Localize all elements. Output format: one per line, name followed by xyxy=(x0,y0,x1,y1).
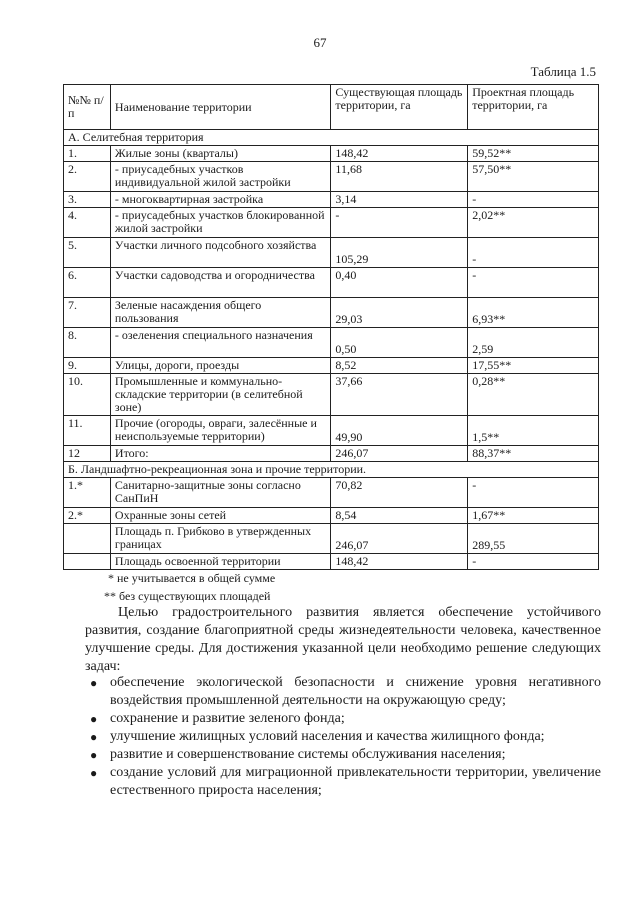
row-b-num-cell xyxy=(64,524,111,554)
bullet-icon: ● xyxy=(90,676,98,690)
row-a-project-cell: - xyxy=(468,268,599,298)
row-a-existing-cell: - xyxy=(331,208,468,238)
row-a-project-cell: 0,28** xyxy=(468,374,599,416)
row-a-num-cell: 2. xyxy=(64,162,111,192)
task-text: сохранение и развитие зеленого фонда; xyxy=(110,711,345,726)
row-b-num-cell: 1.* xyxy=(64,478,111,508)
row-b-num-cell xyxy=(64,554,111,570)
row-a-project-cell: 59,52** xyxy=(468,146,599,162)
row-a-existing-cell: 49,90 xyxy=(331,416,468,446)
row-b-existing-cell: 70,82 xyxy=(331,478,468,508)
row-b-project-cell: - xyxy=(468,554,599,570)
table-row xyxy=(64,554,599,570)
row-a-name-cell: Прочие (огороды, овраги, залесённые и неиспользуемые территории) xyxy=(110,416,331,446)
row-a-existing-cell: 246,07 xyxy=(331,446,468,462)
bullet-icon: ● xyxy=(90,712,98,726)
task-text: развитие и совершенствование системы обслуживания населения; xyxy=(110,747,506,762)
header-name: Наименование территории xyxy=(110,85,331,130)
territory-table xyxy=(63,84,599,570)
task-list xyxy=(85,674,601,800)
row-b-name-cell: Площадь освоенной территории xyxy=(110,554,331,570)
row-a-project-cell: - xyxy=(468,238,599,268)
bullet-icon: ● xyxy=(90,766,98,780)
table-row xyxy=(64,192,599,208)
row-a-num-cell: 5. xyxy=(64,238,111,268)
table-row xyxy=(64,328,599,358)
row-b-name-cell: Площадь п. Грибково в утвержденных границах xyxy=(110,524,331,554)
row-a-project-cell: 2,59 xyxy=(468,328,599,358)
row-a-num-cell: 4. xyxy=(64,208,111,238)
row-b-project-cell: 1,67** xyxy=(468,508,599,524)
section-b-title: Б. Ландшафтно-рекреационная зона и прочие территории. xyxy=(64,462,599,478)
row-a-project-cell: 1,5** xyxy=(468,416,599,446)
row-a-name-cell: - приусадебных участков индивидуальной жилой застройки xyxy=(110,162,331,192)
row-a-name-cell: - озеленения специального назначения xyxy=(110,328,331,358)
table-row xyxy=(64,146,599,162)
row-b-name-cell: Санитарно-защитные зоны согласно СанПиН xyxy=(110,478,331,508)
table-row xyxy=(64,446,599,462)
row-a-existing-cell: 8,52 xyxy=(331,358,468,374)
table-row xyxy=(64,208,599,238)
row-b-existing-cell: 8,54 xyxy=(331,508,468,524)
row-a-existing-cell: 105,29 xyxy=(331,238,468,268)
section-b-body xyxy=(64,478,599,570)
table-row xyxy=(64,524,599,554)
row-a-name-cell: - многоквартирная застройка xyxy=(110,192,331,208)
task-list-item xyxy=(85,746,601,764)
row-a-name-cell: Улицы, дороги, проезды xyxy=(110,358,331,374)
table-row xyxy=(64,268,599,298)
row-a-num-cell: 8. xyxy=(64,328,111,358)
header-project: Проектная площадь территории, га xyxy=(468,85,599,130)
footnote-2: ** без существующих площадей xyxy=(104,589,271,603)
row-a-project-cell: 88,37** xyxy=(468,446,599,462)
header-num: №№ п/п xyxy=(64,85,111,130)
table-row xyxy=(64,416,599,446)
footnote-1: * не учитывается в общей сумме xyxy=(108,571,276,585)
row-a-name-cell: Промышленные и коммунально-складские территории (в селитебной зоне) xyxy=(110,374,331,416)
row-a-project-cell: 17,55** xyxy=(468,358,599,374)
table-row xyxy=(64,238,599,268)
bullet-icon: ● xyxy=(90,748,98,762)
row-b-project-cell: 289,55 xyxy=(468,524,599,554)
section-a-body xyxy=(64,146,599,462)
row-a-num-cell: 1. xyxy=(64,146,111,162)
row-a-num-cell: 6. xyxy=(64,268,111,298)
row-a-num-cell: 7. xyxy=(64,298,111,328)
table-row xyxy=(64,298,599,328)
row-a-project-cell: 2,02** xyxy=(468,208,599,238)
row-a-existing-cell: 0,40 xyxy=(331,268,468,298)
table-row xyxy=(64,508,599,524)
section-a-row xyxy=(64,130,599,146)
table-row xyxy=(64,358,599,374)
row-a-existing-cell: 11,68 xyxy=(331,162,468,192)
row-b-num-cell: 2.* xyxy=(64,508,111,524)
row-a-num-cell: 12 xyxy=(64,446,111,462)
task-text: создание условий для миграционной привлекательности территории, увеличение естественного прироста населения; xyxy=(110,765,601,798)
row-a-num-cell: 3. xyxy=(64,192,111,208)
row-a-num-cell: 9. xyxy=(64,358,111,374)
task-text: улучшение жилищных условий населения и качества жилищного фонда; xyxy=(110,729,545,744)
table-row xyxy=(64,162,599,192)
task-list-item xyxy=(85,764,601,800)
header-existing: Существующая площадь территории, га xyxy=(331,85,468,130)
section-a-title: А. Селитебная территория xyxy=(64,130,599,146)
row-a-project-cell: - xyxy=(468,192,599,208)
task-list-item xyxy=(85,710,601,728)
bullet-icon: ● xyxy=(90,730,98,744)
footnotes xyxy=(104,569,276,605)
body-paragraph-block xyxy=(85,604,601,676)
row-a-num-cell: 11. xyxy=(64,416,111,446)
row-a-name-cell: Итого: xyxy=(110,446,331,462)
body-paragraph: Целью градостроительного развития является обеспечение устойчивого развития, создание благоприятной среды жизнедеятельности человека, качественное улучшение среды. Для достижения указанной цели необходимо решение следующих задач: xyxy=(85,605,601,674)
row-a-existing-cell: 148,42 xyxy=(331,146,468,162)
row-a-name-cell: Жилые зоны (кварталы) xyxy=(110,146,331,162)
row-b-existing-cell: 148,42 xyxy=(331,554,468,570)
row-a-name-cell: Зеленые насаждения общего пользования xyxy=(110,298,331,328)
row-b-name-cell: Охранные зоны сетей xyxy=(110,508,331,524)
row-a-name-cell: - приусадебных участков блокированной жилой застройки xyxy=(110,208,331,238)
table-header-row xyxy=(64,85,599,130)
row-a-name-cell: Участки личного подсобного хозяйства xyxy=(110,238,331,268)
section-b-row xyxy=(64,462,599,478)
row-a-name-cell: Участки садоводства и огородничества xyxy=(110,268,331,298)
row-a-project-cell: 6,93** xyxy=(468,298,599,328)
table-row xyxy=(64,478,599,508)
row-a-existing-cell: 3,14 xyxy=(331,192,468,208)
table-caption: Таблица 1.5 xyxy=(530,64,596,79)
task-list-item xyxy=(85,674,601,710)
task-list-item xyxy=(85,728,601,746)
row-a-existing-cell: 29,03 xyxy=(331,298,468,328)
row-a-existing-cell: 37,66 xyxy=(331,374,468,416)
page-number: 67 xyxy=(313,35,327,50)
table-row xyxy=(64,374,599,416)
row-a-project-cell: 57,50** xyxy=(468,162,599,192)
row-b-project-cell: - xyxy=(468,478,599,508)
row-a-existing-cell: 0,50 xyxy=(331,328,468,358)
row-a-num-cell: 10. xyxy=(64,374,111,416)
row-b-existing-cell: 246,07 xyxy=(331,524,468,554)
task-text: обеспечение экологической безопасности и снижение уровня негативного воздействия промышленной деятельности на окружающую среду; xyxy=(110,675,601,708)
